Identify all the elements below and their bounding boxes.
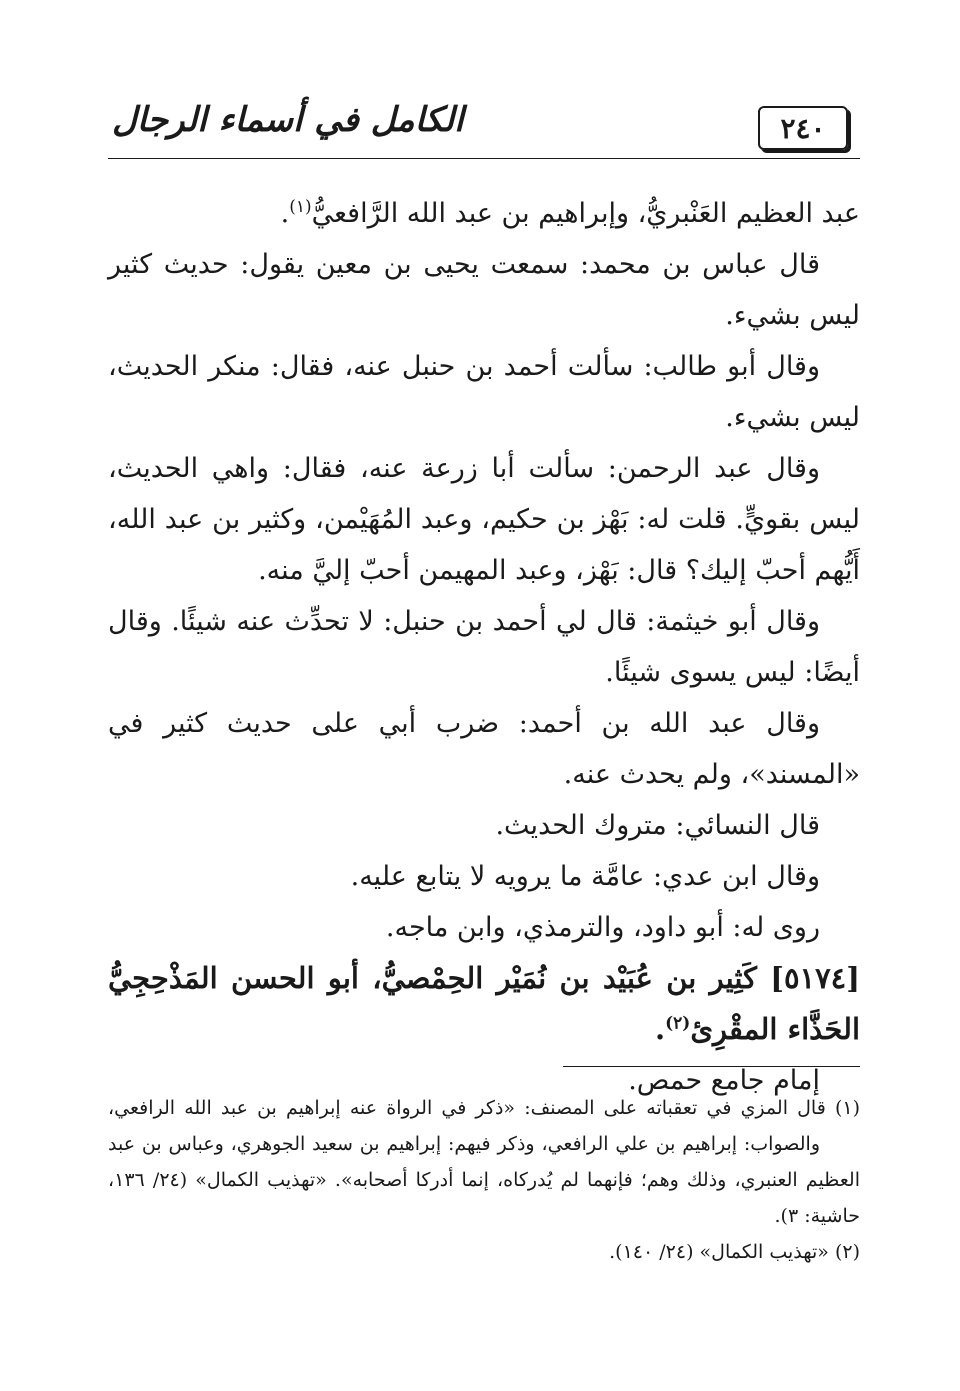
paragraph: إمام جامع حمص. <box>628 1065 820 1096</box>
footnote-2: (٢) «تهذيب الكمال» (٢٤/ ١٤٠). <box>609 1241 860 1263</box>
main-text <box>108 188 860 1106</box>
paragraph: وقال أبو خيثمة: قال لي أحمد بن حنبل: لا تحدِّث عنه شيئًا. وقال أيضًا: ليس يسوى شيئًا. <box>108 606 860 688</box>
page-number: ٢٤٠ <box>758 106 848 150</box>
footnote-1: (١) قال المزي في تعقباته على المصنف: «ذكر في الرواة عنه إبراهيم بن عبد الله الرافعي، والصواب: إبراهيم بن علي الرافعي، وذكر فيهم: إبراهيم بن سعيد الجوهري، وعباس بن عبد العظيم العنبري، وذلك وهم؛ فإنهما لم يُدركاه، إنما أدركا أصحابه». «تهذيب الكمال» (٢٤/ ١٣٦، حاشية: ٣). <box>108 1097 860 1227</box>
header-divider <box>108 158 860 159</box>
paragraph: وقال أبو طالب: سألت أحمد بن حنبل عنه، فقال: منكر الحديث، ليس بشيء. <box>108 351 860 433</box>
paragraph: وقال ابن عدي: عامَّة ما يرويه لا يتابع عليه. <box>350 861 820 892</box>
paragraph: قال عباس بن محمد: سمعت يحيى بن معين يقول: حديث كثير ليس بشيء. <box>108 249 860 331</box>
paragraph: روى له: أبو داود، والترمذي، وابن ماجه. <box>385 912 820 943</box>
paragraph: وقال عبد الله بن أحمد: ضرب أبي على حديث كثير في «المسند»، ولم يحدث عنه. <box>108 708 860 790</box>
footnotes <box>108 1090 860 1270</box>
book-title: الكامل في أسماء الرجال <box>112 100 464 140</box>
footnote-divider <box>563 1066 860 1067</box>
paragraph: وقال عبد الرحمن: سألت أبا زرعة عنه، فقال: واهي الحديث، ليس بقويٍّ. قلت له: بَهْز بن حكيم، وعبد المُهَيْمن، وكثير بن عبد الله، أَيُّهم أحبّ إليك؟ قال: بَهْز، وعبد المهيمن أحبّ إليَّ منه. <box>108 453 860 586</box>
page-header <box>108 96 860 160</box>
footnote-ref: (٢) <box>665 1013 691 1034</box>
paragraph: عبد العظيم العَنْبريُّ، وإبراهيم بن عبد الله الرَّافعيُّ$^{(١)}$. <box>280 197 860 229</box>
footnote-ref: (١) <box>289 197 312 217</box>
paragraph: قال النسائي: متروك الحديث. <box>495 810 820 841</box>
entry-heading: [٥١٧٤] كَثِير بن عُبَيْد بن نُمَيْر الحِمْصيُّ، أبو الحسن المَذْحِجِيُّ الحَذَّاء المقْرِئ$^{(٢)}$. <box>108 961 860 1046</box>
